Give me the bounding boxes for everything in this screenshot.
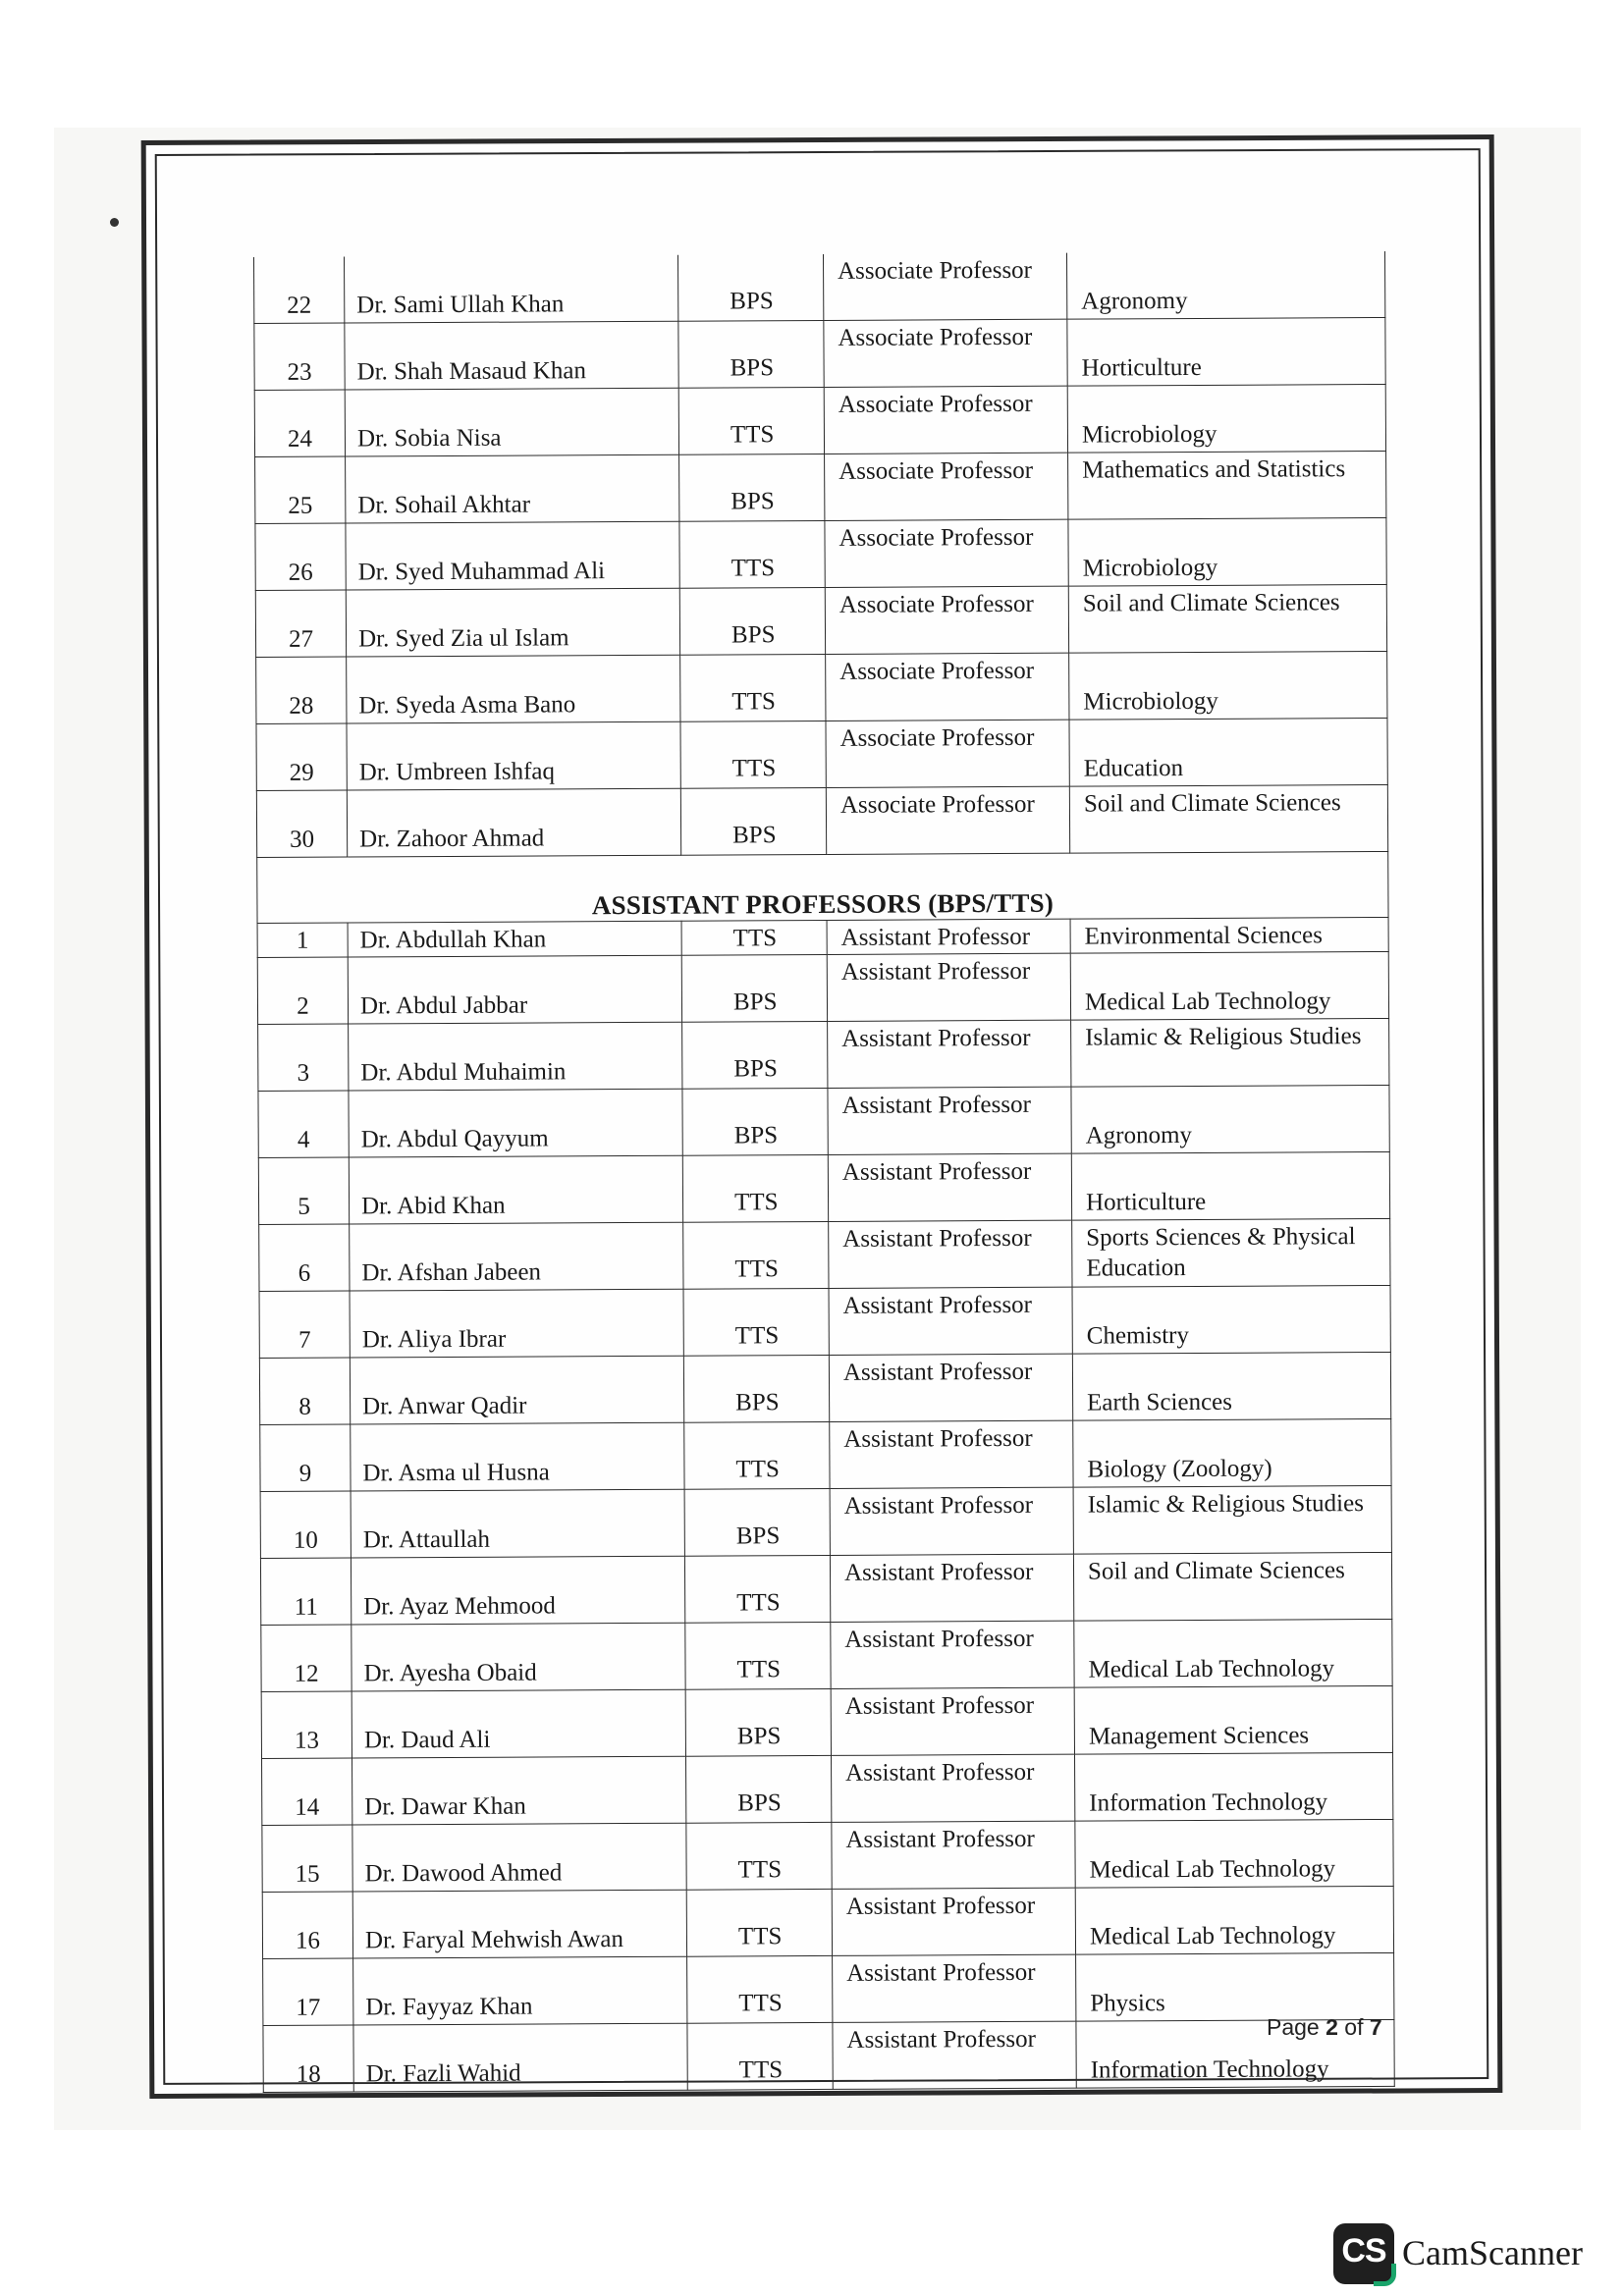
- department: Soil and Climate Sciences: [1068, 584, 1386, 653]
- table-row: [262, 1886, 1393, 1958]
- designation: Assistant Professor: [829, 1287, 1072, 1355]
- associate-professors-body: [254, 251, 1388, 858]
- department: Education: [1069, 718, 1387, 786]
- faculty-name: Dr. Fazli Wahid: [353, 2023, 687, 2092]
- table-row: [262, 1752, 1393, 1825]
- scale-type: BPS: [686, 1755, 832, 1823]
- designation: Associate Professor: [826, 720, 1069, 787]
- row-number: 17: [263, 1958, 353, 2025]
- faculty-name: Dr. Dawar Khan: [352, 1756, 686, 1825]
- row-number: 4: [258, 1091, 349, 1157]
- table-row: [256, 718, 1387, 790]
- scale-type: BPS: [681, 954, 827, 1022]
- designation: Associate Professor: [824, 319, 1067, 387]
- scale-type: BPS: [680, 787, 826, 855]
- row-number: 9: [260, 1424, 351, 1491]
- table-row: [254, 317, 1385, 390]
- table-row: [259, 1285, 1390, 1358]
- table-row: [260, 1485, 1391, 1558]
- scale-type: TTS: [678, 387, 824, 454]
- designation: Assistant Professor: [829, 1220, 1072, 1288]
- faculty-name: Dr. Sohail Akhtar: [346, 454, 679, 523]
- scale-type: BPS: [685, 1688, 831, 1756]
- faculty-name: Dr. Asma ul Husna: [351, 1422, 684, 1491]
- designation: Assistant Professor: [828, 1087, 1071, 1154]
- faculty-list-table: [253, 251, 1395, 2093]
- department: Medical Lab Technology: [1074, 1619, 1392, 1687]
- table-row: [260, 1552, 1391, 1625]
- table-row: [256, 651, 1387, 723]
- designation: Assistant Professor: [831, 1621, 1074, 1688]
- scale-type: BPS: [679, 587, 825, 655]
- assistant-professors-body: [257, 917, 1394, 2092]
- row-number: 15: [262, 1825, 352, 1892]
- faculty-name: Dr. Sami Ullah Khan: [344, 255, 677, 323]
- row-number: 12: [261, 1625, 352, 1691]
- faculty-name: Dr. Dawood Ahmed: [352, 1823, 686, 1892]
- department: Horticulture: [1067, 317, 1385, 386]
- faculty-list-table-container: [253, 251, 1394, 2093]
- scale-type: TTS: [687, 2022, 833, 2090]
- faculty-name: Dr. Zahoor Ahmad: [347, 788, 680, 857]
- row-number: 10: [260, 1491, 351, 1558]
- page-number: Page 2 of 7: [1267, 2014, 1382, 2040]
- designation: Associate Professor: [823, 253, 1066, 321]
- designation: Assistant Professor: [830, 1554, 1073, 1622]
- department: Islamic & Religious Studies: [1073, 1485, 1391, 1554]
- scale-type: TTS: [686, 1822, 832, 1890]
- department: Medical Lab Technology: [1070, 951, 1388, 1020]
- scale-type: TTS: [687, 1955, 833, 2023]
- camscanner-logo-icon: CS: [1333, 2223, 1394, 2284]
- faculty-name: Dr. Attaullah: [351, 1489, 684, 1558]
- designation: Assistant Professor: [827, 919, 1070, 954]
- row-number: 30: [256, 790, 347, 857]
- scale-type: TTS: [683, 1221, 829, 1289]
- department: Management Sciences: [1074, 1685, 1392, 1754]
- department: Medical Lab Technology: [1075, 1819, 1393, 1888]
- table-row: [257, 917, 1388, 957]
- faculty-name: Dr. Daud Ali: [352, 1689, 685, 1758]
- designation: Associate Professor: [825, 586, 1068, 654]
- table-row: [259, 1218, 1390, 1291]
- faculty-name: Dr. Abdullah Khan: [348, 921, 681, 957]
- designation: Assistant Professor: [830, 1487, 1073, 1555]
- faculty-name: Dr. Faryal Mehwish Awan: [352, 1890, 686, 1958]
- table-row: [255, 451, 1386, 523]
- scale-type: TTS: [682, 1154, 828, 1222]
- row-number: 23: [254, 323, 345, 390]
- designation: Assistant Professor: [831, 1687, 1074, 1755]
- table-row: [257, 951, 1388, 1024]
- faculty-name: Dr. Syeda Asma Bano: [347, 655, 680, 723]
- designation: Associate Professor: [826, 653, 1069, 721]
- faculty-name: Dr. Sobia Nisa: [345, 388, 678, 456]
- department: Chemistry: [1072, 1285, 1390, 1354]
- row-number: 13: [261, 1691, 352, 1758]
- row-number: 28: [256, 657, 347, 723]
- table-row: [260, 1418, 1391, 1491]
- section-heading-assistant-professors: ASSISTANT PROFESSORS (BPS/TTS): [257, 851, 1388, 923]
- row-number: 24: [254, 390, 345, 456]
- camscanner-brand-text: CamScanner: [1402, 2233, 1583, 2272]
- scale-type: TTS: [685, 1622, 831, 1689]
- scale-type: TTS: [681, 920, 827, 955]
- faculty-name: Dr. Syed Zia ul Islam: [346, 588, 679, 657]
- scale-type: BPS: [684, 1488, 830, 1556]
- designation: Assistant Professor: [827, 953, 1070, 1021]
- scale-type: BPS: [682, 1021, 828, 1089]
- row-number: 27: [255, 590, 346, 657]
- row-number: 11: [260, 1558, 351, 1625]
- faculty-name: Dr. Abdul Muhaimin: [349, 1022, 682, 1091]
- designation: Assistant Professor: [832, 1754, 1075, 1822]
- department: Soil and Climate Sciences: [1073, 1552, 1391, 1621]
- scale-type: BPS: [678, 320, 824, 388]
- faculty-name: Dr. Aliya Ibrar: [350, 1289, 683, 1358]
- designation: Assistant Professor: [833, 2021, 1076, 2089]
- table-row: [259, 1352, 1390, 1424]
- designation: Assistant Professor: [832, 1821, 1075, 1889]
- scale-type: TTS: [684, 1421, 830, 1489]
- faculty-name: Dr. Afshan Jabeen: [350, 1222, 683, 1291]
- table-row: [258, 1018, 1389, 1091]
- designation: Assistant Professor: [829, 1354, 1072, 1421]
- row-number: 6: [259, 1224, 350, 1291]
- row-number: 1: [257, 923, 348, 957]
- table-row: [258, 1151, 1389, 1224]
- table-row: [258, 1085, 1389, 1157]
- designation: Assistant Professor: [832, 1888, 1075, 1955]
- scale-type: TTS: [680, 654, 826, 721]
- department: Information Technology: [1074, 1752, 1392, 1821]
- row-number: 8: [259, 1358, 350, 1424]
- department: Physics: [1076, 1952, 1394, 2021]
- faculty-name: Dr. Umbreen Ishfaq: [347, 721, 680, 790]
- row-number: 29: [256, 723, 347, 790]
- department: Microbiology: [1067, 384, 1385, 453]
- department: Earth Sciences: [1072, 1352, 1390, 1420]
- scale-type: TTS: [684, 1555, 830, 1623]
- scale-type: TTS: [679, 520, 825, 588]
- table-row: [263, 1952, 1394, 2025]
- designation: Associate Professor: [824, 386, 1067, 454]
- assistant-section-header: [257, 851, 1388, 923]
- table-row: [261, 1685, 1392, 1758]
- department: Biology (Zoology): [1073, 1418, 1391, 1487]
- faculty-name: Dr. Abid Khan: [349, 1155, 682, 1224]
- row-number: 26: [255, 523, 346, 590]
- scan-speck: [110, 218, 119, 227]
- department: Soil and Climate Sciences: [1069, 784, 1387, 853]
- department: Environmental Sciences: [1070, 917, 1388, 953]
- faculty-name: Dr. Ayaz Mehmood: [351, 1556, 684, 1625]
- scale-type: BPS: [682, 1088, 828, 1155]
- row-number: 16: [262, 1892, 352, 1958]
- designation: Associate Professor: [825, 519, 1068, 587]
- department: Islamic & Religious Studies: [1071, 1018, 1389, 1087]
- row-number: 25: [255, 456, 346, 523]
- table-row: [254, 251, 1385, 324]
- table-row: [255, 584, 1386, 657]
- scale-type: TTS: [680, 721, 826, 788]
- faculty-name: Dr. Anwar Qadir: [350, 1356, 683, 1424]
- scale-type: TTS: [686, 1889, 832, 1956]
- faculty-name: Dr. Ayesha Obaid: [352, 1623, 685, 1691]
- row-number: 14: [262, 1758, 352, 1825]
- department: Mathematics and Statistics: [1068, 451, 1386, 519]
- scale-type: BPS: [679, 454, 825, 521]
- department: Information Technology: [1076, 2019, 1394, 2088]
- table-row: [256, 784, 1387, 857]
- faculty-name: Dr. Fayyaz Khan: [353, 1956, 687, 2025]
- designation: Assistant Professor: [833, 1954, 1076, 2022]
- faculty-name: Dr. Syed Muhammad Ali: [346, 521, 679, 590]
- table-row: [262, 1819, 1393, 1892]
- faculty-name: Dr. Shah Masaud Khan: [345, 321, 678, 390]
- faculty-name: Dr. Abdul Jabbar: [348, 955, 681, 1024]
- table-row: [261, 1619, 1392, 1691]
- table-row: [263, 2019, 1394, 2092]
- row-number: 18: [263, 2025, 353, 2092]
- scale-type: BPS: [677, 254, 823, 321]
- faculty-name: Dr. Abdul Qayyum: [349, 1089, 682, 1157]
- department: Agronomy: [1071, 1085, 1389, 1153]
- designation: Assistant Professor: [828, 1020, 1071, 1088]
- row-number: 22: [254, 257, 345, 324]
- row-number: 5: [258, 1157, 349, 1224]
- designation: Associate Professor: [826, 786, 1069, 854]
- table-row: [255, 517, 1386, 590]
- department: Microbiology: [1069, 651, 1387, 720]
- row-number: 7: [259, 1291, 350, 1358]
- row-number: 2: [257, 957, 348, 1024]
- department: Horticulture: [1071, 1151, 1389, 1220]
- department: Agronomy: [1066, 251, 1384, 319]
- scale-type: TTS: [683, 1288, 829, 1356]
- row-number: 3: [258, 1024, 349, 1091]
- designation: Assistant Professor: [830, 1420, 1073, 1488]
- designation: Assistant Professor: [828, 1153, 1071, 1221]
- department: Medical Lab Technology: [1075, 1886, 1393, 1954]
- scale-type: BPS: [683, 1355, 829, 1422]
- department: Sports Sciences & Physical Education: [1072, 1218, 1390, 1287]
- designation: Associate Professor: [825, 453, 1068, 520]
- table-row: [254, 384, 1385, 456]
- department: Microbiology: [1068, 517, 1386, 586]
